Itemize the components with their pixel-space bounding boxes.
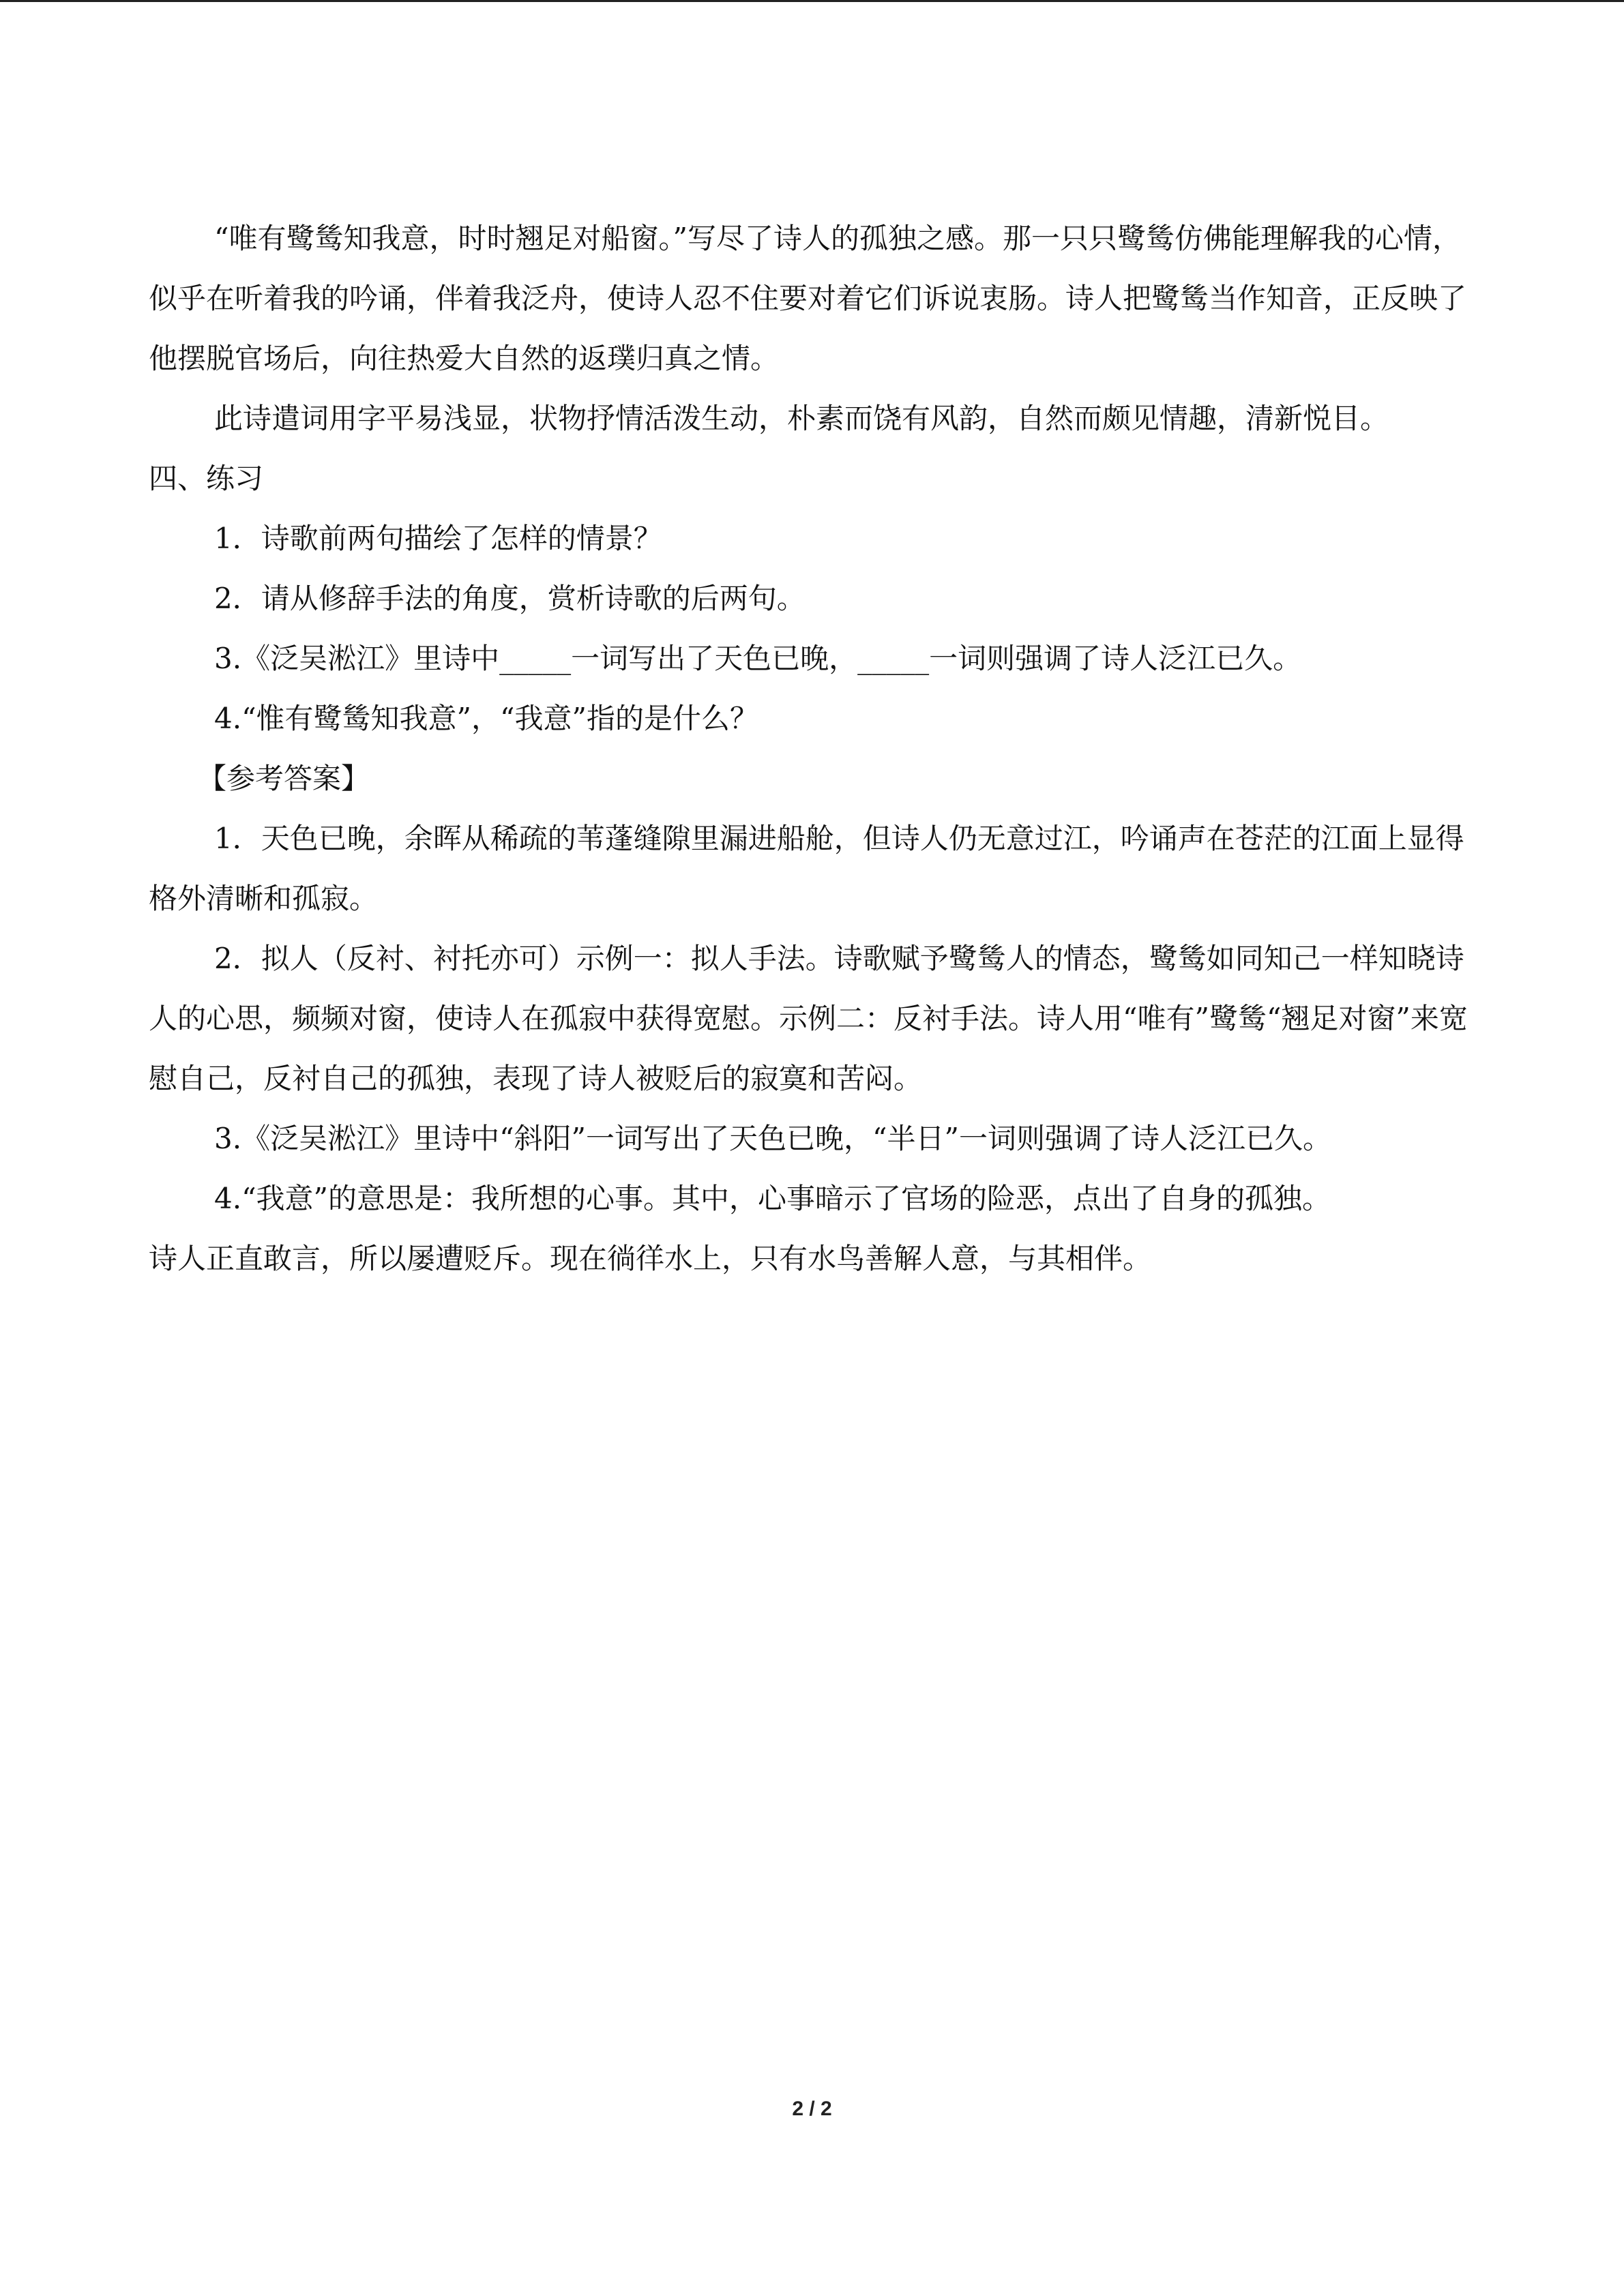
question-2: 2．请从修辞手法的角度，赏析诗歌的后两句。 bbox=[214, 582, 806, 615]
analysis-paragraph-1: “唯有鹭鸶知我意，时时翘足对船窗。”写尽了诗人的孤独之感。那一只只鹭鸶仿佛能理解我的心情，似乎在听着我的吟诵，伴着我泛舟，使诗人忍不住要对着它们诉说衷肠。诗人把鹭鸶当作知音，正反映了他摆脱官场后，向往热爱大自然的返璞归真之情。 bbox=[149, 222, 1467, 375]
question-4: 4.“惟有鹭鸶知我意”，“我意”指的是什么？ bbox=[214, 702, 758, 735]
section-title-practice: 四、练习 bbox=[149, 462, 264, 495]
page-number: 2 / 2 bbox=[792, 2098, 832, 2120]
answer-2: 2．拟人（反衬、衬托亦可）示例一：拟人手法。诗歌赋予鹭鸶人的情态，鹭鸶如同知己一样知晓诗人的心思，频频对窗，使诗人在孤寂中获得宽慰。示例二：反衬手法。诗人用“唯有”鹭鸶“翘足对窗”来宽慰自己，反衬自己的孤独，表现了诗人被贬后的寂寞和苦闷。 bbox=[149, 942, 1468, 1095]
question-1: 1．诗歌前两句描绘了怎样的情景？ bbox=[214, 522, 662, 555]
answer-4: 4.“我意”的意思是：我所想的心事。其中，心事暗示了官场的险恶，点出了自身的孤独。 bbox=[214, 1182, 1331, 1215]
closing-line: 诗人正直敢言，所以屡遭贬斥。现在徜徉水上，只有水鸟善解人意，与其相伴。 bbox=[149, 1242, 1152, 1275]
answer-1: 1．天色已晚，余晖从稀疏的苇蓬缝隙里漏进船舱，但诗人仍无意过江，吟诵声在苍茫的江面上显得格外清晰和孤寂。 bbox=[149, 822, 1464, 915]
document-body bbox=[149, 209, 1486, 1289]
top-border-line bbox=[0, 0, 1624, 2]
answer-heading: 【参考答案】 bbox=[198, 762, 370, 795]
question-3: 3.《泛吴淞江》里诗中_____一词写出了天色已晚，_____一词则强调了诗人泛江已久。 bbox=[214, 642, 1302, 675]
analysis-paragraph-2: 此诗遣词用字平易浅显，状物抒情活泼生动，朴素而饶有风韵，自然而颇见情趣，清新悦目。 bbox=[214, 402, 1389, 435]
answer-3: 3.《泛吴淞江》里诗中“斜阳”一词写出了天色已晚，“半日”一词则强调了诗人泛江已久。 bbox=[214, 1122, 1331, 1155]
